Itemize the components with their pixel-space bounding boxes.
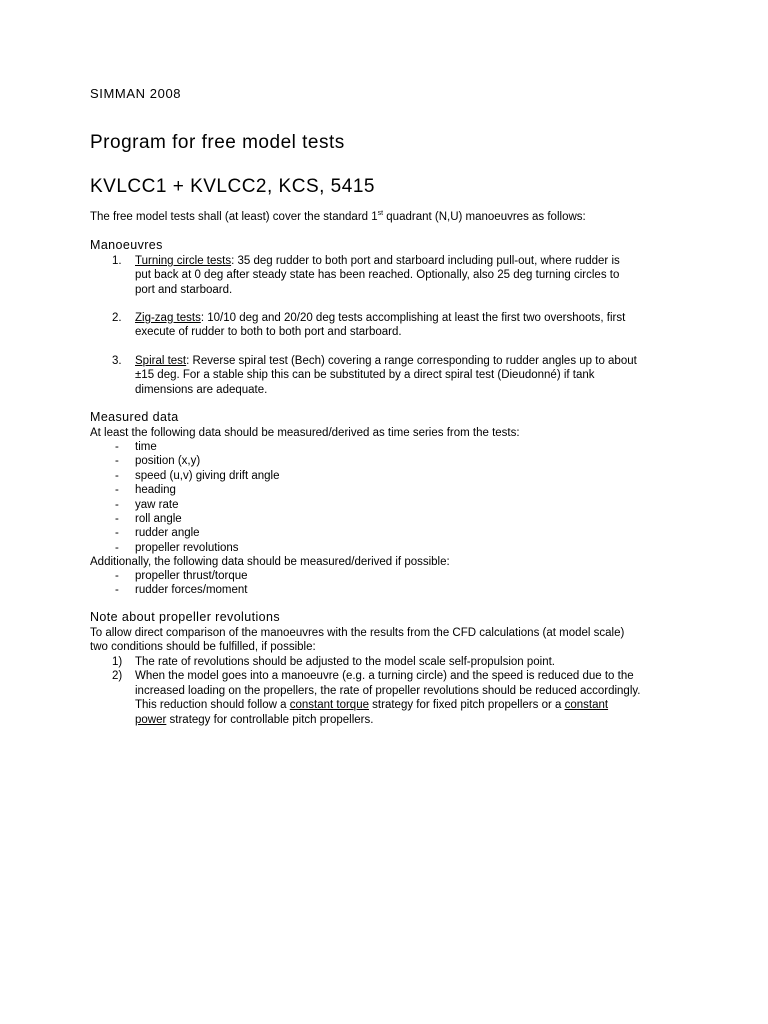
- manoeuvre-number: 3.: [112, 355, 122, 367]
- constant-power-term: constant: [564, 699, 609, 712]
- document-page: SIMMAN 2008 Program for free model tests KVLCC1 + KVLCC2, KCS, 5415 The free model tests shall (at least) cover the standard 1st quadrant (N,U) manoeuvres as follows: Manoeuvres 1. Turning circle tests: 35 deg rudder to both port and starboard including pull-out, where rudder is put back at 0 deg after steady state has been reached. Optionally, also 25 deg turning circles to port and starboard. 2. Zig-zag tests: 10/10 deg and 20/20 deg tests accomplishing at least the first two overshoots, first execute of rudder to both to both port and starboard. 3. Spiral test: Reverse spiral test (Bech) covering a range corresponding to rudder angles up to about ±15 deg. For a stable ship this can be substituted by a direct spiral test (Dieudonné) if tank dimensions are adequate. Measured data At least the following data should be measured/derived as time series from the tests: - time - position (x,y) - speed (u,v) giving drift angle - heading - yaw rate - roll angle - rudder angle - propeller revolutions Additionally, the following data should be measured/derived if possible: - propeller thrust/torque - rudder forces/moment Note about propeller revolutions To allow direct comparison of the manoeuvres with the results from the CFD calculations (at model scale) two conditions should be fulfilled, if possible: 1) The rate of revolutions should be adjusted to the model scale self-propulsion point. 2) When the model goes into a manoeuvre (e.g. a turning circle) and the speed is reduced due to the increased loading on the propellers, the rate of propeller revolutions should be reduced accordingly. This reduction should follow a constant torque strategy for fixed pitch propellers or a constant power strategy for controllable pitch propellers.: [0, 0, 768, 1024]
- manoeuvre-line: : Reverse spiral test (Bech) covering a range corresponding to rudder angles up to about: [186, 355, 637, 367]
- condition-item: [90, 655, 700, 669]
- manoeuvre-name: Zig-zag tests: [135, 312, 201, 324]
- constant-torque-term: constant torque: [289, 699, 369, 712]
- program-title: Program for free model tests: [90, 132, 345, 153]
- propeller-note-intro-line: To allow direct comparison of the manoeuvres with the results from the CFD calculations (at model scale): [90, 627, 625, 639]
- manoeuvre-number: 1.: [112, 255, 122, 267]
- intro-text-after: quadrant (N,U) manoeuvres as follows:: [383, 211, 586, 223]
- constant-power-term: power: [135, 713, 167, 726]
- manoeuvre-line: execute of rudder to both to both port and starboard.: [135, 326, 402, 339]
- ships-title: KVLCC1 + KVLCC2, KCS, 5415: [90, 176, 375, 197]
- manoeuvre-line: port and starboard.: [135, 283, 233, 296]
- manoeuvre-line: dimensions are adequate.: [135, 383, 268, 396]
- condition-text: increased loading on the propellers, the rate of propeller revolutions should be reduced accordingly.: [135, 684, 641, 697]
- manoeuvre-line: put back at 0 deg after steady state has been reached. Optionally, also 25 deg turning circles to: [135, 269, 620, 282]
- manoeuvre-number: 2.: [112, 312, 122, 324]
- condition-item: 2) When the model goes into a manoeuvre (e.g. a turning circle) and the speed is reduced due to the increased loading on the propellers, the rate of propeller revolutions should be reduced accordingly. This reduction should follow a constant torque strategy for fixed pitch propellers or a constant power strategy for controllable pitch propellers.: [90, 669, 700, 727]
- manoeuvre-name: Turning circle tests: [135, 255, 232, 267]
- propeller-note-heading: Note about propeller revolutions: [90, 610, 280, 624]
- event-header: SIMMAN 2008: [90, 86, 182, 101]
- measured-data-heading: Measured data: [90, 410, 179, 424]
- condition-number: 1): [112, 656, 123, 668]
- manoeuvre-line: ±15 deg. For a stable ship this can be substituted by a direct spiral test (Dieudonné) if tank: [135, 369, 595, 382]
- manoeuvres-heading: Manoeuvres: [90, 238, 163, 252]
- additional-data-intro: Additionally, the following data should be measured/derived if possible:: [90, 556, 450, 568]
- intro-text-before: The free model tests shall (at least) cover the standard 1: [90, 211, 378, 223]
- manoeuvre-line: : 35 deg rudder to both port and starboard including pull-out, where rudder is: [231, 255, 620, 267]
- measured-data-intro: At least the following data should be measured/derived as time series from the tests:: [90, 427, 520, 439]
- manoeuvre-line: : 10/10 deg and 20/20 deg tests accomplishing at least the first two overshoots, first: [200, 312, 626, 324]
- conditions-list: [90, 655, 700, 727]
- manoeuvre-name: Spiral test: [135, 355, 187, 367]
- condition-text: When the model goes into a manoeuvre (e.g. a turning circle) and the speed is reduced due to the: [135, 670, 634, 683]
- condition-number: 2): [112, 670, 123, 683]
- intro-paragraph: [90, 210, 586, 224]
- condition-text: The rate of revolutions should be adjusted to the model scale self-propulsion point.: [135, 656, 556, 668]
- propeller-note-intro-line: two conditions should be fulfilled, if possible:: [90, 641, 316, 653]
- intro-superscript: st: [377, 210, 384, 217]
